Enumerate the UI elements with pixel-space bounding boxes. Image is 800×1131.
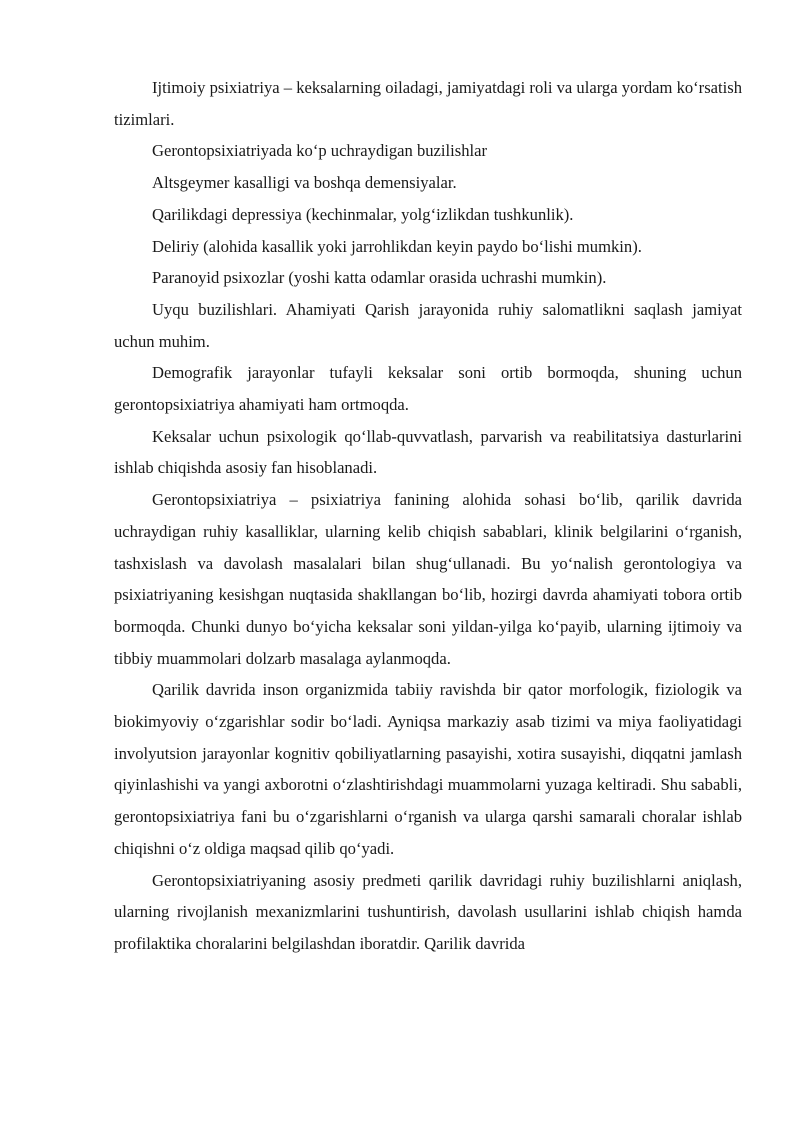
paragraph-depression: Qarilikdagi depressiya (kechinmalar, yolg‘izlikdan tushkunlik). xyxy=(152,204,574,224)
paragraph-definition: Gerontopsixiatriya – psixiatriya fanining alohida sohasi bo‘lib, qarilik davrida uchraydigan ruhiy kasalliklar, ularning kelib chiqish sabablari, klinik belgilarini o‘rganish, tashxislash va davolash masalalari bilan shug‘ullanadi. Bu yo‘nalish gerontologiya va psixiatriyaning kesishgan nuqtasida shakllangan bo‘lib, hozirgi davrda ahamiyati tobora ortib bormoqda. Chunki dunyo bo‘yicha keksalar soni yildan-yilga ko‘payib, ularning ijtimoiy va tibbiy muammolari dolzarb masalaga aylanmoqda. xyxy=(114,490,742,668)
document-page xyxy=(114,72,742,960)
paragraph-delirium: Deliriy (alohida kasallik yoki jarrohlikdan keyin paydo bo‘lishi mumkin). xyxy=(152,236,642,256)
paragraph-subject: Gerontopsixiatriyaning asosiy predmeti qarilik davridagi ruhiy buzilishlarni aniqlash, ularning rivojlanish mexanizmlarini tushuntirish, davolash usullarini ishlab chiqish hamda profilaktika choralarini belgilashdan iboratdir. Qarilik davrida xyxy=(114,870,742,953)
paragraph-aging-changes: Qarilik davrida inson organizmida tabiiy ravishda bir qator morfologik, fiziologik va biokimyoviy o‘zgarishlar sodir bo‘ladi. Ayniqsa markaziy asab tizimi va miya faoliyatidagi involyutsion jarayonlar kognitiv qobiliyatlarning pasayishi, xotira susayishi, diqqatni jamlash qiyinlashishi va yangi axborotni o‘zlashtirishdagi muammolarni yuzaga keltiradi. Shu sababli, gerontopsixiatriya fani bu o‘zgarishlarni o‘rganish va ularga qarshi samarali choralar ishlab chiqishni o‘z oldiga maqsad qilib qo‘yadi. xyxy=(114,680,742,858)
paragraph-alzheimer: Altsgeymer kasalligi va boshqa demensiyalar. xyxy=(152,173,457,193)
paragraph-common-disorders-heading: Gerontopsixiatriyada ko‘p uchraydigan buzilishlar xyxy=(152,141,488,161)
paragraph-support-programs: Keksalar uchun psixologik qo‘llab-quvvatlash, parvarish va reabilitatsiya dasturlarini ishlab chiqishda asosiy fan hisoblanadi. xyxy=(114,426,742,478)
paragraph-social-psychiatry: Ijtimoiy psixiatriya – keksalarning oiladagi, jamiyatdagi roli va ularga yordam ko‘rsatish tizimlari. xyxy=(114,78,743,129)
paragraph-demographics: Demografik jarayonlar tufayli keksalar soni ortib bormoqda, shuning uchun gerontopsixiatriya ahamiyati ham ortmoqda. xyxy=(114,363,742,415)
paragraph-paranoid-psychoses: Paranoyid psixozlar (yoshi katta odamlar orasida uchrashi mumkin). xyxy=(152,268,607,288)
paragraph-sleep-disorders: Uyqu buzilishlari. Ahamiyati Qarish jarayonida ruhiy salomatlikni saqlash jamiyat uchun muhim. xyxy=(114,299,742,351)
